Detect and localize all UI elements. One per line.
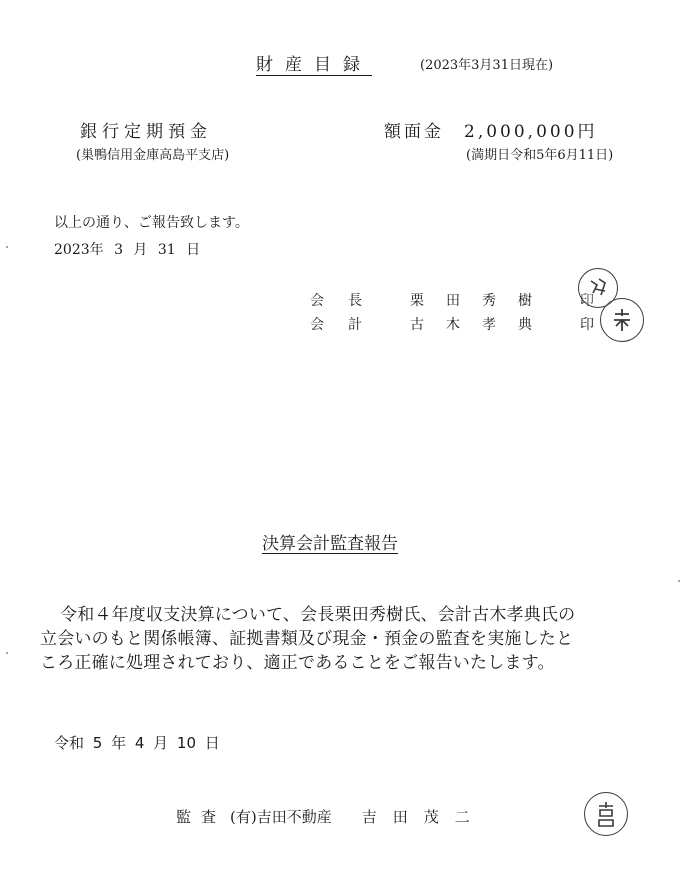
auditor-hanko-stamp-icon — [584, 792, 628, 836]
officer-role: 会長 — [310, 293, 386, 309]
audit-body-line: 令和４年度収支決算について、会長栗田秀樹氏、会計古木孝典氏の — [60, 605, 576, 625]
audit-report-title: 決算会計監査報告 — [262, 534, 398, 554]
scan-speck — [678, 580, 680, 582]
scan-speck — [6, 652, 8, 654]
auditor-signature-line — [176, 806, 486, 827]
deposit-name: 銀行定期預金 — [80, 122, 212, 142]
audit-date-handwritten: 令和 5 年 4 月 10 日 — [54, 734, 220, 752]
officer-name: 栗田秀樹 — [410, 293, 554, 309]
auditor-role: 監査 — [176, 808, 227, 826]
stamp-glyph-icon — [606, 304, 638, 336]
stamp-glyph-icon — [590, 798, 622, 830]
seal-mark: 印 — [580, 317, 594, 333]
auditor-name: 吉田茂二 — [361, 808, 486, 826]
officer-name: 古木孝典 — [410, 317, 554, 333]
audit-body-line: 立会いのもと関係帳簿、証拠書類及び現金・預金の監査を実施したと — [40, 629, 574, 649]
officer-row-treasurer — [310, 314, 594, 334]
deposit-maturity-date: (満期日令和5年6月11日) — [466, 148, 614, 163]
officer-row-president — [310, 290, 594, 310]
treasurer-hanko-stamp-icon — [600, 298, 644, 342]
officer-role: 会計 — [310, 317, 386, 333]
inventory-title: 財産目録 — [256, 55, 372, 75]
deposit-amount-value: 2,000,000円 — [464, 122, 598, 142]
inventory-as-of-date: (2023年3月31日現在) — [420, 58, 554, 73]
auditor-company: (有)吉田不動産 — [230, 808, 332, 826]
scan-speck — [6, 246, 8, 248]
stamp-glyph-icon — [583, 273, 613, 303]
seal-mark: 印 — [580, 293, 594, 309]
report-date: 2023年 3 月 31 日 — [54, 242, 201, 258]
audit-body-line: ころ正確に処理されており、適正であることをご報告いたします。 — [40, 653, 555, 673]
report-statement: 以上の通り、ご報告致します。 — [54, 215, 249, 231]
deposit-branch: (巣鴨信用金庫高島平支店) — [76, 148, 230, 163]
deposit-amount-label: 額面金 — [384, 122, 444, 142]
